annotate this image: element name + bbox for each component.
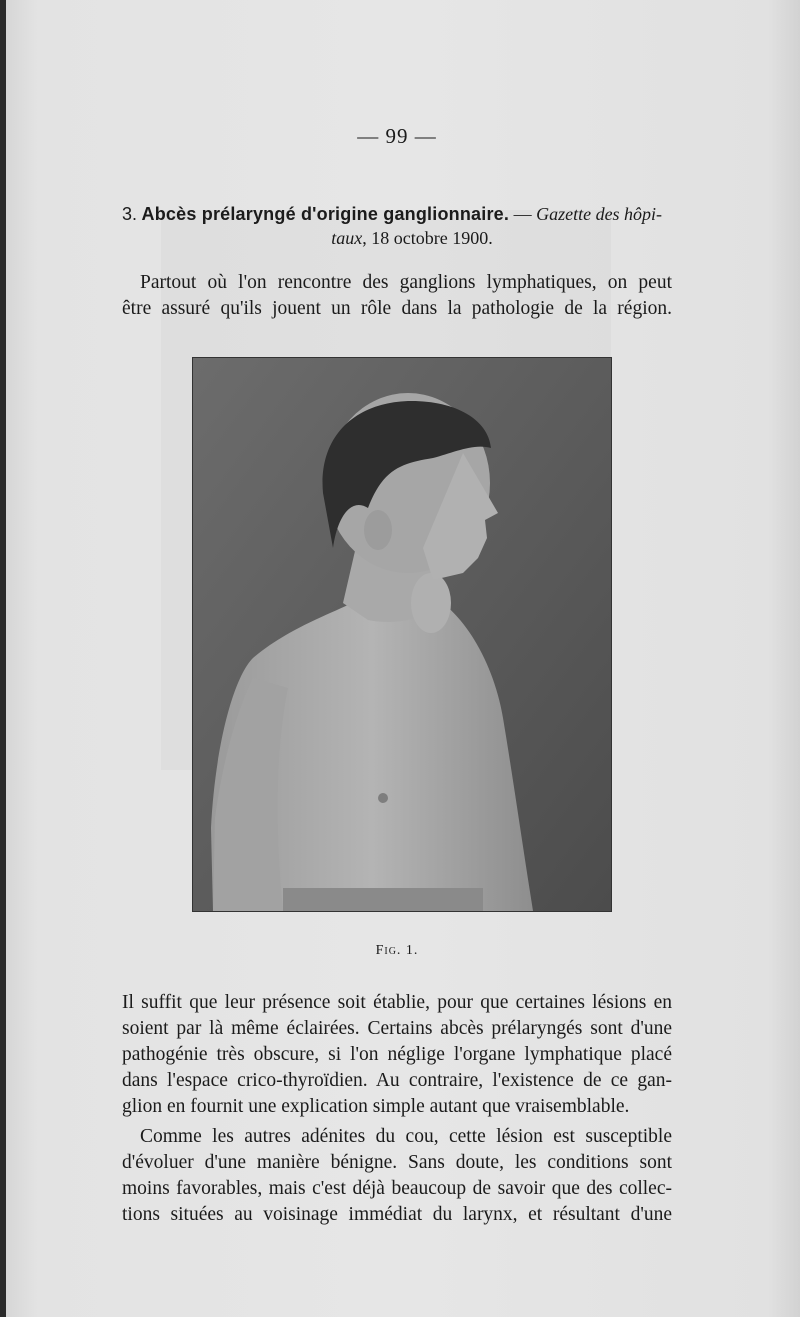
text-line: d'évoluer d'une manière bénigne. Sans doute, les conditions sont — [122, 1152, 672, 1173]
journal-name-end: taux — [331, 228, 363, 248]
text-line: Partout où l'on rencontre des ganglions lymphatiques, on peut — [140, 272, 672, 293]
text-line: glion en fournit une explication simple autant que vraisemblable. — [122, 1096, 630, 1117]
body-paragraph-2 — [122, 1124, 672, 1228]
text-line: dans l'espace crico-thyroïdien. Au contraire, l'existence de ce gan- — [122, 1070, 672, 1091]
journal-name: Gazette des hôpi- — [536, 204, 663, 224]
heading-dash: — — [513, 204, 532, 224]
text-line: Comme les autres adénites du cou, cette lésion est susceptible — [140, 1126, 672, 1147]
profile-portrait-illustration — [193, 358, 611, 911]
section-number: 3. — [122, 204, 138, 224]
page-number: — 99 — — [357, 124, 437, 148]
heading-second-line — [122, 226, 682, 250]
text-line: soient par là même éclairées. Certains abcès prélaryngés sont d'une — [122, 1018, 672, 1039]
figure-caption: Fig. 1. — [375, 943, 419, 958]
intro-paragraph — [122, 270, 672, 322]
figure-photograph — [192, 357, 612, 912]
text-line: moins favorables, mais c'est déjà beaucoup de savoir que des collec- — [122, 1178, 672, 1199]
text-line: être assuré qu'ils jouent un rôle dans la pathologie de la région. — [122, 298, 672, 319]
publication-date: , 18 octobre 1900. — [362, 228, 493, 248]
section-title: Abcès prélaryngé d'origine ganglionnaire. — [141, 204, 510, 224]
body-paragraph-1 — [122, 990, 672, 1120]
text-line: tions situées au voisinage immédiat du larynx, et résultant d'une — [122, 1204, 672, 1225]
section-heading — [122, 202, 682, 250]
text-line: pathogénie très obscure, si l'on néglige l'organe lymphatique placé — [122, 1044, 672, 1065]
document-page — [6, 0, 800, 1317]
text-line: Il suffit que leur présence soit établie, pour que certaines lésions en — [122, 992, 672, 1013]
